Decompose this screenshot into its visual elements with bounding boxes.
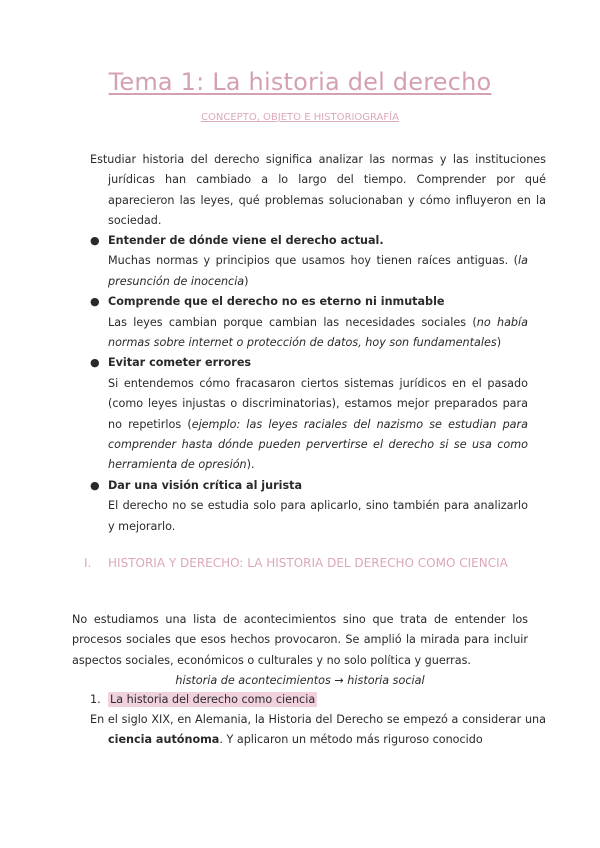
bullet-icon: ● [90, 478, 100, 492]
bullet-example: la presunción de inocencia [108, 254, 528, 288]
section-heading [84, 553, 528, 573]
subsection-paragraph [90, 710, 546, 751]
section-number: I. [84, 556, 92, 570]
bullet-tail: ) [244, 274, 249, 288]
para-text-after: . Y aplicaron un método más riguroso conocido [219, 733, 483, 747]
arrow-note: historia de acontecimientos → historia social [175, 674, 425, 687]
bullet-heading: Evitar cometer errores [108, 356, 252, 370]
subheading-highlight: La historia del derecho como ciencia [110, 693, 316, 706]
bullet-item [90, 476, 528, 537]
page-title: Tema 1: La historia del derecho [108, 68, 492, 96]
bullet-item [90, 353, 528, 475]
bullet-tail: ). [246, 458, 255, 472]
bullet-icon: ● [90, 295, 100, 309]
subheading-number: 1. [90, 693, 101, 706]
section-paragraph: No estudiamos una lista de acontecimientos sino que trata de entender los procesos sociales que esos hechos provocaron. Se amplió la mirada para incluir aspectos sociales, económicos o culturales y no solo política y guerras. [72, 613, 528, 667]
page-subtitle: CONCEPTO, OBJETO E HISTORIOGRAFÍA [201, 112, 399, 123]
intro-paragraph: Estudiar historia del derecho significa analizar las normas y las instituciones jurídicas han cambiado a lo largo del tiempo. Comprender por qué aparecieron las leyes, qué problemas solucionaban y cómo influyeron en la sociedad. [90, 153, 546, 228]
section-title: HISTORIA Y DERECHO: LA HISTORIA DEL DERECHO COMO CIENCIA [108, 556, 508, 570]
bullet-list [90, 231, 528, 537]
bullet-example: ejemplo: las leyes raciales del nazismo se estudian para comprender hasta dónde pueden pervertirse el derecho si se usa como herramienta de opresión [108, 417, 528, 472]
bullet-body: Si entendemos cómo fracasaron ciertos sistemas jurídicos en el pasado (como leyes injustas o discriminatorias), estamos mejor preparados para no repetirlos ( [108, 376, 528, 431]
bullet-icon: ● [90, 356, 100, 370]
bullet-heading: Comprende que el derecho no es eterno ni inmutable [108, 295, 445, 309]
bullet-icon: ● [90, 234, 100, 247]
bullet-tail: ) [496, 336, 502, 350]
bullet-heading: Dar una visión crítica al jurista [108, 478, 303, 492]
bullet-item [90, 292, 528, 353]
bullet-example: no había normas sobre internet o protección de datos, hoy son fundamentales [108, 315, 528, 350]
bullet-body: El derecho no se estudia solo para aplicarlo, sino también para analizarlo y mejorarlo. [108, 499, 528, 533]
bullet-body: Muchas normas y principios que usamos hoy tienen raíces antiguas. ( [108, 254, 519, 268]
bullet-heading: Entender de dónde viene el derecho actual. [108, 234, 384, 247]
para-bold-term: ciencia autónoma [108, 733, 220, 747]
para-text-before: En el siglo XIX, en Alemania, la Historia del Derecho se empezó a considerar una [90, 713, 546, 726]
subheading [90, 691, 317, 709]
bullet-body: Las leyes cambian porque cambian las necesidades sociales ( [108, 315, 477, 329]
bullet-item [90, 231, 528, 292]
